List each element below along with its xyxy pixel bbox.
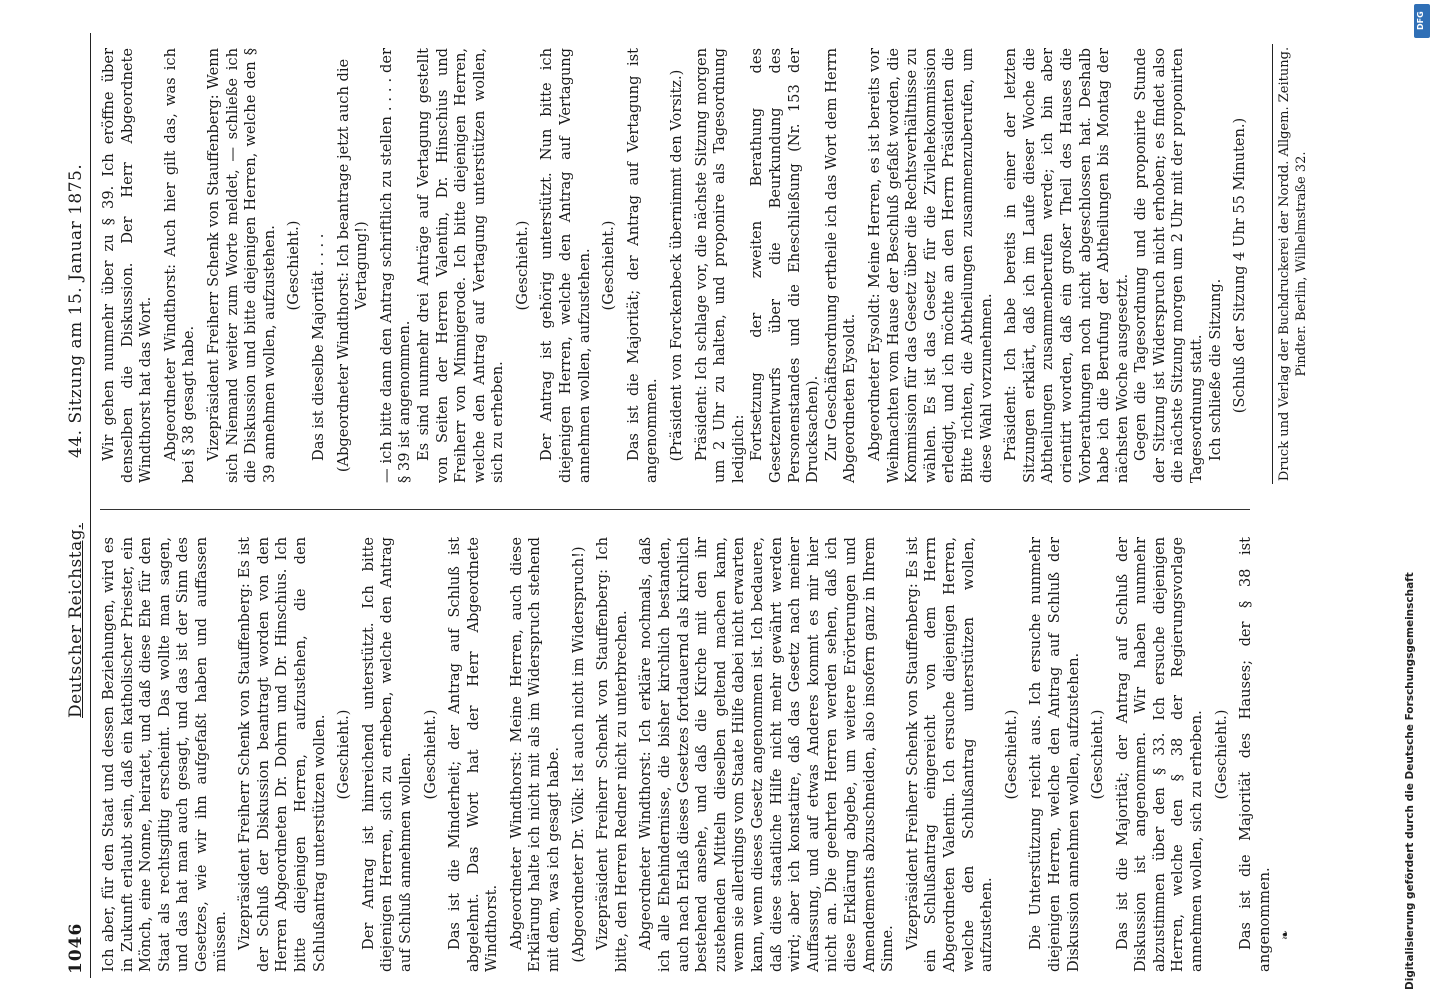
paragraph: Gegen die Tagesordnung und die proponirte Stunde der Sitzung ist Widerspruch nicht erhoben; es findet also die nächste Sitzung morgen um 2 Uhr mit der proponirten Tagesordnung statt. [1132, 48, 1206, 483]
interjection: (Abgeordneter Windthorst: Ich beantrage jetzt auch die Vertagung!) [334, 58, 371, 473]
interjection: (Abgeordneter Dr. Völk: Ist auch nicht im Widerspruch!) [569, 546, 587, 963]
paragraph: Präsident: Ich habe bereits in einer der letzten Sitzungen erklärt, daß ich im Laufe dieser Woche die Abtheilungen zusammenberufen werde; ich bin aber orientirt worden, daß ein großer Theil des Hauses die Vorberathungen noch nicht abgeschlossen hat. Deshalb habe ich die Berufung der Abtheilungen bis Montag der nächsten Woche ausgesetzt. [1002, 48, 1131, 483]
stage-direction: (Geschieht.) [1002, 709, 1020, 800]
page-header [60, 33, 91, 978]
paragraph: Präsident: Ich schlage vor, die nächste Sitzung morgen um 2 Uhr zu halten, und proponire als Tagesordnung lediglich: [692, 48, 747, 483]
paragraph: Abgeordneter Windthorst: Ich erkläre nochmals, daß ich alle Ehehindernisse, die bisher kirchlich bestanden, auch nach Erlaß dieses Gesetzes fortdauernd als kirchlich bestehend ansehe, und daß die Kirche mit den ihr zustehenden Mitteln dieselben geltend machen kann, wenn sie allerdings vom Staate Hilfe dabei nicht erwarten kann, wenn dieses Gesetz angenommen ist. Ich bedauere, daß diese staatliche Hilfe nicht mehr gewährt werden wird; aber ich konstatire, daß das Gesetz nach meiner Auffassung, und auf etwas Anderes kommt es mir hier nicht an. Die geehrten Herren werden sehen, daß ich diese Erklärung abgebe, um weitere Erörterungen und Amendements abzuschneiden, also insofern ganz in Ihrem Sinne. [637, 537, 897, 972]
funding-note: Digitalisierung gefördert durch die Deutsche Forschungsgemeinschaft [1404, 572, 1416, 990]
column-divider [100, 509, 1250, 510]
paragraph: Vizepräsident Freiherr Schenk von Stauffenberg: Es ist ein Schlußantrag eingereicht von dem Herrn Abgeordneten Valentin. Ich ersuche diejenigen Herren, welche den Schlußantrag unterstützen wollen, aufzustehen. [903, 537, 996, 972]
paragraph: Abgeordneter Windthorst: Meine Herren, auch diese Erklärung halte ich nicht mit als im Widerspruch stehend mit dem, was ich gesagt habe. [507, 537, 563, 972]
agenda-item: Fortsetzung der zweiten Berathung des Gesetzentwurfs über die Beurkundung des Personenstandes und die Eheschließung (Nr. 153 der Drucksachen). [748, 48, 822, 483]
paragraph: Das ist die Minderheit; der Antrag auf Schluß ist abgelehnt. Das Wort hat der Herr Abgeordnete Windthorst. [446, 537, 501, 972]
stage-direction: (Präsident von Forckenbeck übernimmt den Vorsitz.) [668, 69, 686, 462]
stage-direction: (Geschieht.) [335, 709, 353, 800]
session-close-note: (Schluß der Sitzung 4 Uhr 55 Minuten.) [1231, 117, 1249, 414]
paragraph: Abgeordneter Windthorst: Auch hier gilt das, was ich bei § 38 gesagt habe. [161, 48, 198, 483]
stage-direction: (Geschieht.) [1089, 709, 1107, 800]
paragraph: — ich bitte dann den Antrag schriftlich zu stellen . . . . der § 39 ist angenommen. [377, 48, 414, 483]
paragraph: Das ist die Majorität des Hauses; der § 38 ist angenommen. [1237, 537, 1273, 972]
stage-direction: (Geschieht.) [1212, 709, 1230, 800]
page-number: 1046 [66, 922, 86, 974]
paragraph: Ich aber, für den Staat und dessen Beziehungen, wird es in Zukunft erlaubt sein, daß ein katholischer Priester, ein Mönch, eine Nonne, heiratet, und daß diese Ehe für den Staat als rechtsgiltig erscheint. Das wollte man sagen, und das hat man auch gesagt, und das ist der Sinn des Gesetzes, wie wir ihn aufgefaßt haben und auffassen müssen. [100, 537, 229, 972]
stage-direction: (Geschieht.) [600, 220, 618, 311]
paragraph: Die Unterstützung reicht aus. Ich ersuche nunmehr diejenigen Herren, welche den Antrag auf Schluß der Diskussion annehmen wollen, aufzustehen. [1027, 537, 1082, 972]
paragraph: Ich schließe die Sitzung. [1206, 278, 1224, 461]
printer-imprint: Druck und Verlag der Buchdruckerei der Nordd. Allgem. Zeitung. Pindter. Berlin, Wilhelmstraße 32. [1272, 44, 1310, 484]
paragraph: Der Antrag ist gehörig unterstützt. Nun bitte ich diejenigen Herren, welche den Antrag auf Vertagung annehmen wollen, aufzustehen. [538, 48, 593, 483]
paragraph: Das ist die Majorität; der Antrag auf Vertagung ist angenommen. [624, 48, 661, 483]
dfg-logo [1414, 4, 1430, 38]
reichstag-protocol-page [60, 33, 1320, 978]
paragraph: Vizepräsident Freiherr Schenk von Stauffenberg: Wenn sich Niemand weiter zum Worte meldet, — schließe ich die Diskussion und bitte diejenigen Herren, welche den § 39 annehmen wollen, aufzustehen. [204, 48, 278, 483]
paragraph: Das ist dieselbe Majorität . . . . [309, 233, 327, 461]
paragraph: Vizepräsident Freiherr Schenk von Stauffenberg: Es ist der Schluß der Diskussion beantragt worden von den Herren Abgeordneten Dr. Dohrn und Dr. Hinschius. Ich bitte diejenigen Herren, aufzustehen, die den Schlußantrag unterstützen wollen. [236, 537, 328, 972]
paragraph: Das ist die Majorität; der Antrag auf Schluß der Diskussion ist angenommen. Wir haben nunmehr abzustimmen über den § 33. Ich ersuche diejenigen Herren, welche den § 38 der Regierungsvorlage annehmen wollen, sich zu erheben. [1113, 537, 1206, 972]
paragraph: Abgeordneter Eysoldt: Meine Herren, es ist bereits vor Weihnachten vom Hause der Beschluß gefaßt worden, die Kommission für das Gesetz über die Rechtsverhältnisse zu wählen. Es ist das Gesetz für die Zivilehekommission erledigt, und ich möchte an den Herrn Präsidenten die Bitte richten, die Abtheilungen zusammenzuberufen, um diese Wahl vorzunehmen. [865, 48, 995, 483]
page-title: Deutscher Reichstag. [66, 523, 86, 718]
session-info: 44. Sitzung am 15. Januar 1875. [66, 163, 86, 458]
paragraph: Vizepräsident Freiherr Schenk von Stauffenberg: Ich bitte, den Herren Redner nicht zu unterbrechen. [594, 537, 630, 972]
left-column [100, 537, 1274, 972]
dfg-logo-text: DFG [1416, 11, 1425, 30]
stage-direction: (Geschieht.) [421, 709, 439, 800]
paragraph: Zur Geschäftsordnung ertheile ich das Wort dem Herrn Abgeordneten Eysoldt. [822, 48, 859, 483]
ornament: ❧ [1278, 929, 1292, 940]
paragraph: Der Antrag ist hinreichend unterstützt. Ich bitte diejenigen Herren, sich zu erheben, welche den Antrag auf Schluß annehmen wollen. [359, 537, 414, 972]
paragraph: Es sind nunmehr drei Anträge auf Vertagung gestellt von Seiten der Herren Valentin, Dr. Hinschius und Freiherr von Minnigerode. Ich bitte diejenigen Herren, welche den Antrag auf Vertagung unterstützen wollen, sich zu erheben. [414, 48, 507, 483]
stage-direction: (Geschieht.) [285, 220, 303, 311]
stage-direction: (Geschieht.) [513, 220, 531, 311]
paragraph: Wir gehen nunmehr über zu § 39. Ich eröffne über denselben die Diskussion. Der Herr Abgeordnete Windthorst hat das Wort. [100, 48, 155, 483]
right-column [100, 48, 1256, 483]
